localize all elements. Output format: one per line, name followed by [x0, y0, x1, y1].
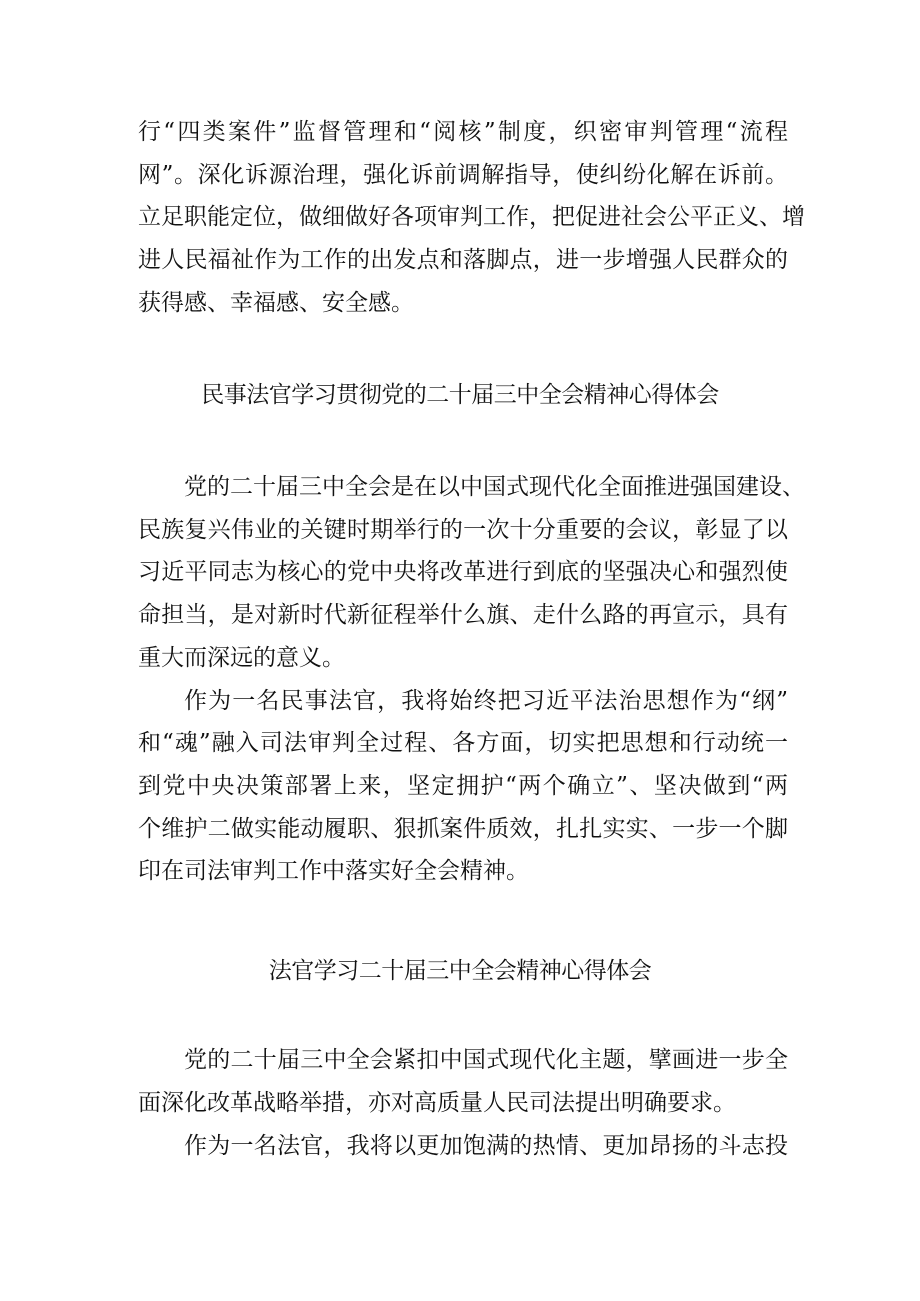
text-line: 民族复兴伟业的关键时期举行的一次十分重要的会议，彰显了以 [138, 517, 788, 543]
text-line: 命担当，是对新时代新征程举什么旗、走什么路的再宣示，具有 [138, 602, 788, 628]
text-line: 进人民福祉作为工作的出发点和落脚点，进一步增强人民群众的 [138, 247, 788, 273]
text-line: 重大而深远的意义。 [138, 645, 345, 671]
text-line: 获得感、幸福感、安全感。 [138, 290, 414, 316]
section-title: 法官学习二十届三中全会精神心得体会 [268, 958, 652, 984]
text-line: 习近平同志为核心的党中央将改革进行到底的坚强决心和强烈使 [138, 559, 788, 585]
text-line: 作为一名民事法官，我将始终把习近平法治思想作为“纲” [184, 688, 788, 714]
text-line: 党的二十届三中全会是在以中国式现代化全面推进强国建设、 [184, 474, 805, 500]
section-title: 民事法官学习贯彻党的二十届三中全会精神心得体会 [201, 382, 719, 408]
text-line: 行“四类案件”监督管理和“阅核”制度，织密审判管理“流程 [138, 119, 788, 145]
text-line: 和“魂”融入司法审判全过程、各方面，切实把思想和行动统一 [138, 730, 788, 756]
text-line: 到党中央决策部署上来，坚定拥护“两个确立”、坚决做到“两 [138, 773, 788, 799]
text-line: 作为一名法官，我将以更加饱满的热情、更加昂扬的斗志投 [184, 1133, 788, 1159]
text-line: 网”。深化诉源治理，强化诉前调解指导，使纠纷化解在诉前。 [138, 162, 788, 188]
text-line: 立足职能定位，做细做好各项审判工作，把促进社会公平正义、增 [138, 204, 805, 230]
text-line: 党的二十届三中全会紧扣中国式现代化主题，擘画进一步全 [184, 1047, 788, 1073]
text-line: 印在司法审判工作中落实好全会精神。 [138, 858, 529, 884]
text-line: 面深化改革战略举措，亦对高质量人民司法提出明确要求。 [138, 1090, 736, 1116]
text-line: 个维护二做实能动履职、狠抓案件质效，扎扎实实、一步一个脚 [138, 816, 788, 842]
